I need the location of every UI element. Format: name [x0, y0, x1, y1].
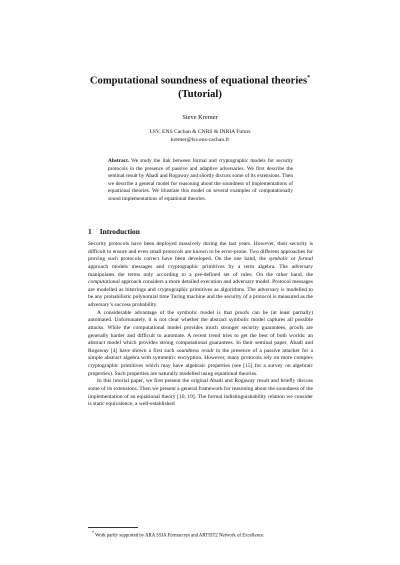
- paragraph-1-emph-symbolic: symbolic: [268, 256, 289, 263]
- paragraph-1-emph-formal: formal: [298, 256, 313, 263]
- paper-title: [40, 72, 360, 101]
- paragraph-2-text-a: A considerable advantage of the symbolic model is that proofs can be (at least partially) automated. Unfortunately, it is not clear whether the abstract symbolic model captures all possible attacks. While the computational model provides much stronger security guarantees, proofs are generally harder and difficult to automate. A recent trend tries to get the best of both worlds: an abstract model which provides strong computational guarantees. In their seminal paper, Abadi and Rogaway [4] have shown a first such: [88, 309, 313, 354]
- paragraph-1-text-a: Security protocols have been deployed massively during the last years. However, their security is difficult to ensure and even small protocols are known to be error-prone. Two different approaches for proving such protocols correct have been developed. On the one hand, the: [88, 241, 313, 263]
- abstract-label: Abstract.: [108, 158, 130, 164]
- footnote-text: Work partly supported by ARA SSIA Formacrypt and ARTIST2 Network of Excellence.: [94, 533, 265, 539]
- title-line-2: (Tutorial): [178, 88, 222, 100]
- paragraph-2-emph-soundness: soundness result: [176, 347, 214, 354]
- affiliation: [40, 128, 360, 144]
- paragraph-2-text-b: in the presence of a passive attacker for a simple abstract algebra with symmetric encryption. However, many protocols rely on more complex cryptographic primitives which may have algebraic properties (see [15] for a survey on algebraic properties). Such properties are naturally modelled using equational theories.: [88, 347, 313, 377]
- footnote-mark: *: [92, 530, 94, 535]
- author-email: kremer@lsv.ens-cachan.fr: [170, 137, 230, 144]
- section-title: Introduction: [99, 227, 140, 236]
- abstract-text: We study the link between formal and cryptographic models for security protocols in the presence of passive and adaptive adversaries. We first describe the seminal result by Abadi and Rogaway and shortly discuss some of its extensions. Then we describe a general model for reasoning about the soundness of implementations of equational theories. We illustrate this model on several examples of computationally sound implementations of equational theories.: [108, 158, 293, 202]
- paragraph-1-emph-computational: computational: [88, 279, 120, 286]
- paragraph-3: [88, 378, 313, 409]
- paragraph-1: [88, 241, 313, 310]
- section-number: 1: [88, 227, 92, 236]
- author-name: Steve Kremer: [182, 114, 218, 121]
- paragraph-1-text-b: or: [288, 256, 299, 263]
- affiliation-line: LSV, ENS Cachan & CNRS & INRIA Futurs: [149, 129, 251, 135]
- abstract: [108, 158, 293, 204]
- paragraph-1-text-c: approach models messages and cryptographic primitives by a term algebra. The adversary manipulates the terms only according to a pre-defined set of rules. On the other hand, the: [88, 263, 313, 278]
- paragraph-1-text-d: approach considers a more detailed execution and adversary model. Protocol messages are modelled as bitstrings and cryptographic primitives as algorithms. The adversary is modelled to be any probabilistic polynomial time Turing machine and the security of a protocol is measured as the adversary’s success probability.: [88, 279, 313, 308]
- title-footnote-mark: *: [307, 75, 311, 81]
- section-heading: [88, 227, 148, 236]
- section-body: [88, 241, 313, 409]
- title-line-1: Computational soundness of equational theories: [89, 75, 308, 87]
- paragraph-3-text: In this tutorial paper, we first present the original Abadi and Rogaway result and briefly discuss some of its extensions. Then we present a general framework for reasoning about the soundness of the implementation of an equational theory [10, 19]. The formal indistinguishability relation we consider is static equivalence, a well-established: [88, 378, 313, 408]
- footnote: [92, 530, 264, 539]
- footnote-rule: [88, 527, 138, 528]
- paragraph-2: [88, 310, 313, 379]
